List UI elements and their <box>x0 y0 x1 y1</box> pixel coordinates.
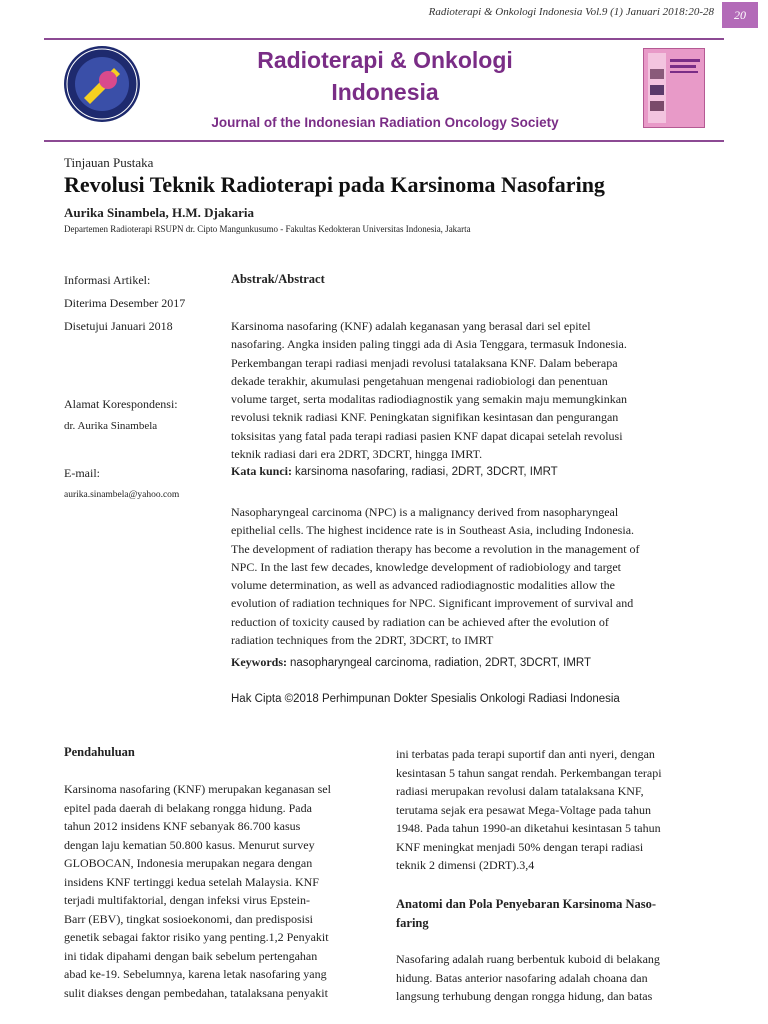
body-line: langsung terhubung dengan rongga hidung, dan batas <box>396 989 653 1003</box>
abstract-en-line: Nasopharyngeal carcinoma (NPC) is a malignancy derived from nasopharyngeal <box>231 505 619 519</box>
body-line: ini tidak dipahami dengan baik sebelum pertengahan <box>64 948 318 963</box>
abstract-id-line: volume target, serta modalitas radiodiagnostik yang semakin maju memungkinkan <box>231 392 628 407</box>
section-heading-anatomy-line: Anatomi dan Pola Penyebaran Karsinoma Naso- <box>396 897 657 911</box>
abstract-en-line: The development of radiation therapy has become a revolution in the management of <box>231 541 640 556</box>
abstract-id-line: revolusi teknik radiasi KNF. Peningkatan signifikan kesintasan dan pengurangan <box>231 410 619 425</box>
body-left-column <box>64 780 374 1002</box>
section-heading-anatomy <box>396 895 706 933</box>
body-line: insidens KNF tertinggi kedua setelah Malaysia. KNF <box>64 874 319 889</box>
abstract-id-line: Perkembangan terapi radiasi menjadi revolusi tatalaksana KNF. Dalam beberapa <box>231 355 618 370</box>
body-line: Barr (EBV), tingkat sosioekonomi, dan predisposisi <box>64 911 313 926</box>
body-line: radiasi merupakan revolusi dalam tatalaksana KNF, <box>396 784 644 798</box>
journal-subtitle: Journal of the Indonesian Radiation Oncology Society <box>211 115 559 130</box>
keywords-id-value: karsinoma nasofaring, radiasi, 2DRT, 3DCRT, IMRT <box>295 466 558 478</box>
body-line: sulit diakses dengan pembedahan, tatalaksana penyakit <box>64 985 328 1000</box>
body-line: tahun 2012 insidens KNF sebanyak 86.700 kasus <box>64 819 301 833</box>
abstract-id-line: toksisitas yang fatal pada terapi radiasi pasien KNF dapat dicapai setelah revolusi <box>231 428 623 443</box>
keywords-en-value: nasopharyngeal carcinoma, radiation, 2DRT, 3DCRT, IMRT <box>290 657 592 669</box>
body-line: kesintasan 5 tahun sangat rendah. Perkembangan terapi <box>396 765 662 780</box>
abstract-en-line: volume determination, as well as advanced radiodiagnostic modalities allow the <box>231 578 615 593</box>
keywords-id <box>231 464 704 479</box>
abstract-id-line: teknik radiasi dari era 2DRT, 3DCRT, hingga IMRT. <box>231 447 483 462</box>
body-line: Karsinoma nasofaring (KNF) merupakan keganasan sel <box>64 782 331 796</box>
body-right-column <box>396 745 706 875</box>
correspondence-name: dr. Aurika Sinambela <box>64 420 158 432</box>
keywords-en-label: Keywords: <box>231 655 287 669</box>
abstract-en-line: NPC. In the last few decades, knowledge development of radiobiology and target <box>231 559 622 574</box>
copyright-notice: Hak Cipta ©2018 Perhimpunan Dokter Spesialis Onkologi Radiasi Indonesia <box>231 693 620 705</box>
abstract-id-line: nasofaring. Angka insiden paling tinggi ada di Asia Tenggara, termasuk Indonesia. <box>231 337 627 352</box>
body-line: terutama sejak era pesawat Mega-Voltage pada tahun <box>396 802 651 817</box>
abstract-id-line: Karsinoma nasofaring (KNF) adalah keganasan yang berasal dari sel epitel <box>231 319 591 333</box>
abstract-en-line: evolution of radiation techniques for NPC. Significant improvement of survival and <box>231 596 634 611</box>
journal-title <box>150 44 620 108</box>
abstract-en-line: epithelial cells. The highest incidence rate is in Southeast Asia, including Indonesia. <box>231 523 635 538</box>
accepted-date: Disetujui Januari 2018 <box>64 319 173 333</box>
header-rule-bottom <box>44 140 724 142</box>
abstract-en-line: radiation techniques from the 2DRT, 3DCRT, to IMRT <box>231 633 494 648</box>
article-type: Tinjauan Pustaka <box>64 155 154 170</box>
body-line: genetik sebagai faktor risiko yang penting.1,2 Penyakit <box>64 930 329 944</box>
body-line: terjadi multifaktorial, dengan infeksi virus Epstein- <box>64 893 310 907</box>
abstract-id-line: dekade terakhir, akumulasi pengetahuan mengenai radiobiologi dan penentuan <box>231 373 608 388</box>
body-line: hidung. Batas anterior nasofaring adalah choana dan <box>396 970 648 985</box>
keywords-en <box>231 655 704 670</box>
body-line: 1948. Pada tahun 1990-an diketahui kesintasan 5 tahun <box>396 821 661 835</box>
journal-title-line1: Radioterapi & Onkologi <box>257 47 513 73</box>
abstract-en <box>231 503 704 649</box>
body-line: teknik 2 dimensi (2DRT).3,4 <box>396 858 535 872</box>
received-date: Diterima Desember 2017 <box>64 296 186 310</box>
body-line: GLOBOCAN, Indonesia merupakan negara dengan <box>64 856 313 870</box>
section-heading-anatomy-line: faring <box>396 916 429 930</box>
journal-title-line2: Indonesia <box>331 79 439 105</box>
body-line: dengan laju kematian 50.800 kasus. Menurut survey <box>64 837 315 852</box>
society-logo <box>64 46 140 122</box>
header-rule-top <box>44 38 724 40</box>
body-line: abad ke-19. Sebelumnya, karena letak nasofaring yang <box>64 967 327 981</box>
body-line: ini terbatas pada terapi suportif dan anti nyeri, dengan <box>396 747 655 761</box>
page-number: 20 <box>722 2 758 28</box>
body-line: KNF meningkat menjadi 50% dengan terapi radiasi <box>396 839 644 854</box>
email-label: E-mail: <box>64 466 100 480</box>
article-authors: Aurika Sinambela, H.M. Djakaria <box>64 205 254 220</box>
body-line: epitel pada daerah di belakang rongga hidung. Pada <box>64 800 312 815</box>
correspondence-label: Alamat Korespondensi: <box>64 397 178 411</box>
section-heading-intro: Pendahuluan <box>64 745 135 759</box>
article-affiliation: Departemen Radioterapi RSUPN dr. Cipto Mangunkusumo - Fakultas Kedokteran Universitas Indonesia, Jakarta <box>64 224 471 234</box>
article-title: Revolusi Teknik Radioterapi pada Karsinoma Nasofaring <box>64 172 605 197</box>
journal-cover-thumbnail <box>643 48 705 128</box>
email-address[interactable]: aurika.sinambela@yahoo.com <box>64 490 180 500</box>
keywords-id-label: Kata kunci: <box>231 464 293 478</box>
info-label: Informasi Artikel: <box>64 273 151 287</box>
abstract-heading: Abstrak/Abstract <box>231 272 325 286</box>
body-line: Nasofaring adalah ruang berbentuk kuboid di belakang <box>396 952 660 966</box>
abstract-en-line: reduction of toxicity caused by radiation can be achieved after the evolution of <box>231 614 609 629</box>
abstract-id <box>231 317 704 463</box>
running-header: Radioterapi & Onkologi Indonesia Vol.9 (1) Januari 2018:20-28 <box>428 6 714 18</box>
body-right-column-2 <box>396 950 706 1006</box>
